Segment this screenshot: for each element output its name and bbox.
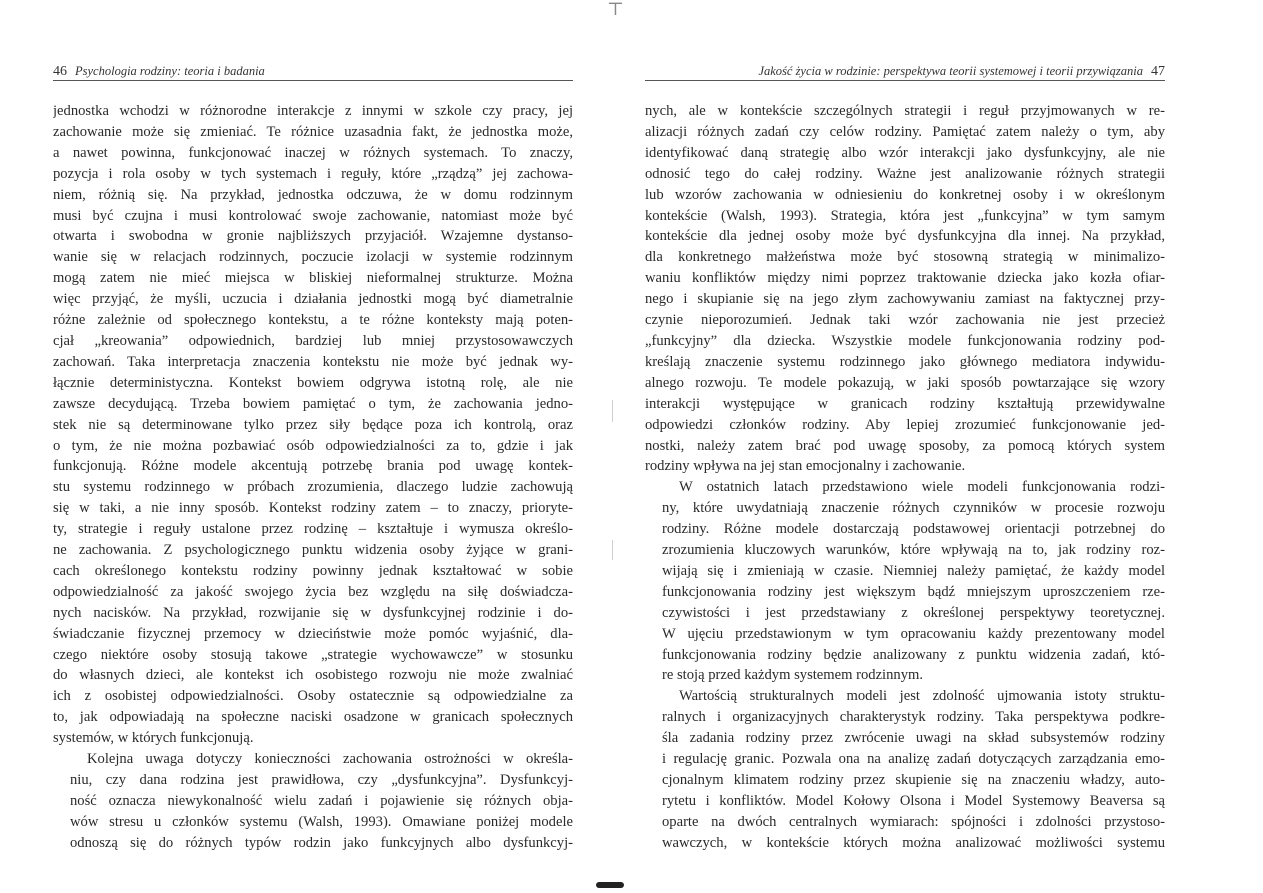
left-page <box>53 62 573 854</box>
text-line: cjonalnym klimatem rodziny przez skupienie się na znaczeniu władzy, auto- <box>662 772 1165 788</box>
text-line: W ostatnich latach przedstawiono wiele modeli funkcjonowania rodzi- <box>679 479 1165 496</box>
text-line: rodziny wpływa na jej stan emocjonalny i zachowanie. <box>645 458 966 475</box>
right-page-number: 47 <box>1151 64 1165 79</box>
text-line: nych nacisków. Na przykład, rozwijanie się w dysfunkcyjnej rodzinie i do- <box>53 604 573 621</box>
text-line: musi być czujna i musi kontrolować swoje zachowanie, natomiast może być <box>53 207 573 224</box>
text-line: lub wzorów zachowania w odniesieniu do konkretnej osoby i w określonym <box>645 186 1165 203</box>
right-running-title: Jakość życia w rodzinie: perspektywa teorii systemowej i teorii przywiązania <box>758 64 1143 78</box>
text-line: „funkcyjny” dla dziecka. Wszystkie modele funkcjonowania rodziny pod- <box>645 332 1165 349</box>
right-page <box>645 62 1165 854</box>
text-line: dla konkretnego małżeństwa może być stosowną strategią w minimalizo- <box>645 249 1165 266</box>
text-line: ty, strategie i reguły ustalone przez rodzinę – kształtuje i wymusza określo- <box>53 521 573 538</box>
text-line: ny, które uwydatniają znaczenie różnych czynników w procesie rozwoju <box>662 500 1165 517</box>
paragraph <box>645 477 1165 686</box>
text-line: otwarta i swobodna w gronie najbliższych przyjaciół. Wzajemne dystanso- <box>53 228 573 245</box>
text-line: pozycja i rola osoby w tych systemach i reguły, które „rządzą” jej zachowa- <box>53 165 573 182</box>
gutter-divider <box>612 400 613 422</box>
right-running-head <box>645 62 1165 81</box>
paragraph <box>53 101 573 749</box>
text-line: re stoją przed każdym systemem rodzinnym. <box>662 667 923 684</box>
text-line: alnego rozwoju. Te modele pokazują, w jaki sposób powtarzające się wzory <box>645 374 1165 391</box>
text-line: o tym, że nie można pozbawiać osób odpowiedzialności za to, gdzie i jak <box>53 437 573 454</box>
text-line: Kolejna uwaga dotyczy konieczności zachowania ostrożności w określa- <box>87 751 573 768</box>
left-body-text <box>53 101 573 854</box>
text-line: wijają się i zmieniają w czasie. Niemniej należy pamiętać, że każdy model <box>662 562 1165 579</box>
text-line: zrozumienia kluczowych warunków, które wpływają na to, jak rodziny roz- <box>662 542 1165 559</box>
text-line: funkcjonowania rodziny jest większym bądź mniejszym uproszczeniem rze- <box>662 583 1165 600</box>
text-line: mogą zatem nie mieć miejsca w bliskiej nieformalnej strukturze. Można <box>53 270 573 287</box>
paragraph <box>53 749 573 854</box>
text-line: śla zadania rodziny przez zwrócenie uwagi na skład subsystemów rodziny <box>662 730 1165 747</box>
text-line: czywistości i jest przedstawiany z określonej perspektywy teoretycznej. <box>662 604 1165 621</box>
text-line: ralnych i organizacyjnych charakterystyk rodziny. Taka perspektywa podkre- <box>662 709 1165 726</box>
gutter-divider <box>612 540 613 560</box>
text-line: alizacji różnych zadań czy celów rodziny. Pamiętać zatem należy o tym, aby <box>645 123 1165 140</box>
text-line: oparte na dwóch centralnych wymiarach: spójności i zdolności przystoso- <box>662 813 1165 830</box>
text-line: łącznie deterministyczna. Kontekst bowiem odgrywa istotną rolę, ale nie <box>53 374 573 391</box>
text-line: czynie nieporozumień. Jednak taki wzór zachowania nie jest przecież <box>645 312 1165 329</box>
paragraph <box>645 101 1165 477</box>
text-line: systemów, w których funkcjonują. <box>53 730 254 747</box>
text-line: cach określonego kontekstu rodziny powinny jednak kształtować w sobie <box>53 562 573 579</box>
text-line: nych, ale w kontekście szczególnych strategii i reguł przyjmowanych w re- <box>645 103 1165 119</box>
text-line: do własnych dzieci, ale kontekst ich osobistego rozwoju nie może zwalniać <box>53 667 573 684</box>
text-line: nego i skupianie się na jego złym zachowywaniu zamiast na faktycznej przy- <box>645 291 1165 308</box>
left-running-title: Psychologia rodziny: teoria i badania <box>75 64 265 78</box>
text-line: wawczych, w kontekście których można analizować możliwości systemu <box>662 834 1165 851</box>
text-line: stu systemu rodzinnego w próbach zrozumienia, dlaczego ludzie zachowują <box>53 479 573 496</box>
text-line: rytetu i konfliktów. Model Kołowy Olsona i Model Systemowy Beaversa są <box>662 792 1165 809</box>
text-line: rodziny. Różne modele dostarczają podstawowej orientacji potrzebnej do <box>662 521 1165 538</box>
text-line: zachowań. Taka interpretacja znaczenia kontekstu nie może być jednak wy- <box>53 353 573 370</box>
text-line: odpowiedzialność za jakość swojego życia bez względu na siłę doświadcza- <box>53 583 573 600</box>
text-line: jednostka wchodzi w różnorodne interakcje z innymi w szkole czy pracy, jej <box>53 103 573 119</box>
text-line: ich z osobistej odpowiedzialności. Osoby ostatecznie są odpowiedzialne za <box>53 688 573 705</box>
right-body-text <box>645 101 1165 854</box>
text-line: ne zachowania. Z psychologicznego punktu widzenia osoby żyjące w grani- <box>53 542 573 559</box>
text-line: ność oznacza niewykonalność wielu zadań i pojawienie się różnych obja- <box>70 792 573 809</box>
text-line: interakcji występujące w granicach rodziny kształtują przewidywalne <box>645 395 1165 412</box>
text-line: niu, czy dana rodzina jest prawidłowa, czy „dysfunkcyjna”. Dysfunkcyj- <box>70 772 573 788</box>
text-line: czego niektóre osoby stosują takowe „strategie wychowawcze” w stosunku <box>53 646 573 663</box>
text-line: nostki, należy zatem brać pod uwagę sposoby, za pomocą których system <box>645 437 1165 454</box>
text-line: kontekście (Walsh, 1993). Strategia, która jest „funkcyjna” w tym samym <box>645 207 1165 224</box>
text-line: wów stresu u członków systemu (Walsh, 1993). Omawiane poniżej modele <box>70 813 573 830</box>
text-line: świadczanie fizycznej przemocy w dzieciństwie może pomóc wyjaśnić, dla- <box>53 625 573 642</box>
text-line: różne zależnie od społecznego kontekstu, a te różne konteksty mają poten- <box>53 312 573 329</box>
text-line: kreślają znaczenie systemu rodzinnego jako głównego mediatora indywidu- <box>645 353 1165 370</box>
binding-mark <box>596 882 624 888</box>
text-line: to, jak odpowiadają na społeczne naciski osadzone w granicach społecznych <box>53 709 573 726</box>
text-line: i regulację granic. Pozwala ona na analizę zadań dotyczących zarządzania emo- <box>662 751 1165 768</box>
text-line: odnoszą się do różnych typów rodzin jako funkcyjnych albo dysfunkcyj- <box>70 834 573 851</box>
text-line: Wartością strukturalnych modeli jest zdolność ujmowania istoty struktu- <box>679 688 1165 705</box>
text-line: wanie się w relacjach rodzinnych, poczucie izolacji w systemie rodzinnym <box>53 249 573 266</box>
gutter-mark: ⊤ <box>607 0 624 19</box>
text-line: waniu konfliktów między nimi poprzez traktowanie dziecka jako kozła ofiar- <box>645 270 1165 287</box>
left-running-head <box>53 62 573 81</box>
text-line: zachowanie może się zmieniać. Te różnice uzasadnia fakt, że jednostka może, <box>53 123 573 140</box>
text-line: stek nie są determinowane tylko przez siły będące poza ich kontrolą, oraz <box>53 416 573 433</box>
text-line: odnosić tego do całej rodziny. Ważne jest analizowanie różnych strategii <box>645 165 1165 182</box>
text-line: funkcjonowania rodziny będzie analizowany z punktu widzenia zadań, któ- <box>662 646 1165 663</box>
text-line: a nawet powinna, funkcjonować inaczej w różnych systemach. To znaczy, <box>53 144 573 161</box>
text-line: funkcjonują. Różne modele akcentują potrzebę brania pod uwagę kontek- <box>53 458 573 475</box>
text-line: kontekście dla jednej osoby może być dysfunkcyjna dla innej. Na przykład, <box>645 228 1165 245</box>
paragraph <box>645 686 1165 853</box>
text-line: niem, różnią się. Na przykład, jednostka odczuwa, że w domu rodzinnym <box>53 186 573 203</box>
text-line: identyfikować daną strategię albo wzór interakcji jako dysfunkcyjny, ale nie <box>645 144 1165 161</box>
text-line: zawsze decydującą. Trzeba bowiem pamiętać o tym, że zachowania jedno- <box>53 395 573 412</box>
text-line: cjał „kreowania” odpowiednich, bardziej lub mniej przystosowawczych <box>53 332 573 349</box>
text-line: W ujęciu przedstawionym w tym opracowaniu każdy prezentowany model <box>662 625 1165 642</box>
left-page-number: 46 <box>53 64 67 79</box>
text-line: się w taki, a nie inny sposób. Kontekst rodziny zatem – to znaczy, prioryte- <box>53 500 573 517</box>
text-line: odpowiedzi członków rodziny. Aby lepiej zrozumieć funkcjonowanie jed- <box>645 416 1165 433</box>
text-line: więc przyjąć, że myśli, uczucia i działania jednostki mogą być diametralnie <box>53 291 573 308</box>
